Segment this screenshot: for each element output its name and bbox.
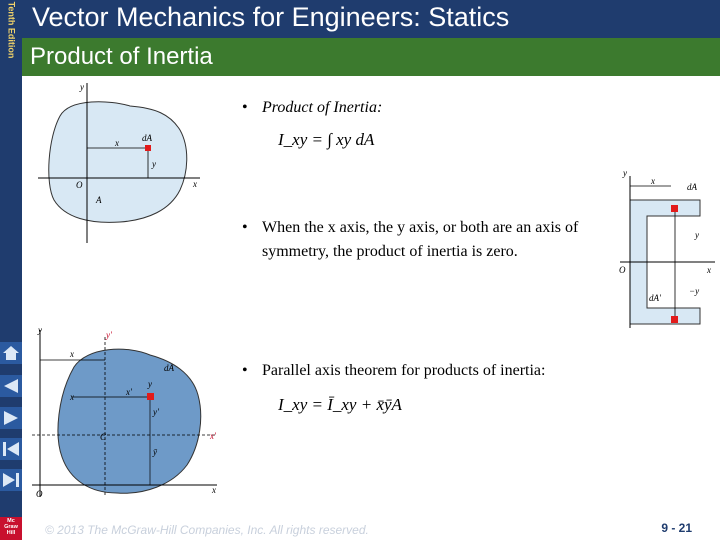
figure-parallel-axis (32, 325, 227, 505)
home-button[interactable] (0, 342, 22, 364)
fig3-y-prime-label: y' (106, 330, 112, 340)
next-button[interactable] (0, 407, 22, 429)
bullet-symmetry: • When the x axis, the y axis, or both are an axis of symmetry, the product of inertia is zero. (242, 219, 579, 260)
last-icon (0, 469, 22, 491)
fig3-y-label: y (38, 325, 42, 335)
fig3-origin-label: O (36, 489, 43, 499)
bullet-parallel-axis: • Parallel axis theorem for products of inertia: (242, 362, 546, 379)
fig1-y-dist-label: y (152, 159, 156, 169)
fig3-x-prime-label: x' (126, 387, 132, 397)
next-icon (0, 407, 22, 429)
fig2-y-right-label: y (695, 230, 699, 240)
fig3-y-mid-label: y (148, 379, 152, 389)
page-number: 9 - 21 (661, 521, 692, 535)
fig3-x-left-label: x (70, 392, 74, 402)
fig3-x-axis-label: x (212, 485, 216, 495)
fig1-x-label: x (115, 138, 119, 148)
equation-product-inertia: I_xy = ∫ xy dA (278, 130, 375, 149)
fig2-dA-prime-label: dA' (649, 293, 661, 303)
copyright-notice: © 2013 The McGraw-Hill Companies, Inc. All rights reserved. (45, 523, 369, 537)
first-button[interactable] (0, 438, 22, 460)
figure-area-product-inertia (30, 78, 210, 248)
fig1-y-label: y (80, 82, 84, 92)
bullet-product-inertia: • Product of Inertia: (242, 99, 383, 116)
subheader-bar (22, 38, 720, 76)
fig3-x-prime-axis-label: x' (210, 431, 216, 441)
fig3-y-prime-dist-label: y' (153, 407, 159, 417)
edition-label (0, 0, 22, 60)
header-bar (22, 0, 720, 38)
first-icon (0, 438, 22, 460)
bullet-text: Parallel axis theorem for products of inertia: (262, 362, 546, 379)
fig1-x-axis-label: x (193, 179, 197, 189)
equation-parallel-axis: I_xy = Ī_xy + x̄ȳA (278, 395, 402, 414)
previous-icon (0, 375, 22, 397)
area-shape (49, 102, 187, 223)
dA-marker (147, 393, 154, 400)
home-icon (0, 342, 22, 364)
area-shape-dark (58, 349, 201, 493)
fig3-centroid-label: C (100, 432, 107, 442)
fig1-origin-label: O (76, 180, 83, 190)
previous-button[interactable] (0, 375, 22, 397)
figure-channel-symmetry (615, 168, 717, 330)
fig3-x-top-label: x (70, 349, 74, 359)
fig3-dA-label: dA (164, 363, 174, 373)
fig2-origin-label: O (619, 265, 626, 275)
slide-header-title: Vector Mechanics for Engineers: Statics (32, 2, 510, 32)
fig3-y-bar-label: ȳ (153, 447, 157, 457)
edition-text: Tenth Edition (6, 1, 17, 59)
dA-bottom-marker (671, 316, 678, 323)
mcgraw-hill-logo: Mc Graw Hill (0, 517, 22, 540)
fig2-y-label: y (623, 168, 627, 178)
bullet-text: When the x axis, the y axis, or both are an axis of symmetry, the product of inertia is zero. (262, 219, 579, 260)
fig1-area-label: A (96, 195, 102, 205)
fig2-x-axis-label: x (707, 265, 711, 275)
fig2-x-label: x (651, 176, 655, 186)
fig2-dA-label: dA (687, 182, 697, 192)
dA-marker (145, 145, 151, 151)
slide-title: Product of Inertia (30, 43, 213, 70)
fig1-dA-label: dA (142, 133, 152, 143)
fig2-neg-y-label: −y (689, 286, 700, 296)
last-button[interactable] (0, 469, 22, 491)
dA-top-marker (671, 205, 678, 212)
bullet-text: Product of Inertia: (262, 99, 383, 116)
